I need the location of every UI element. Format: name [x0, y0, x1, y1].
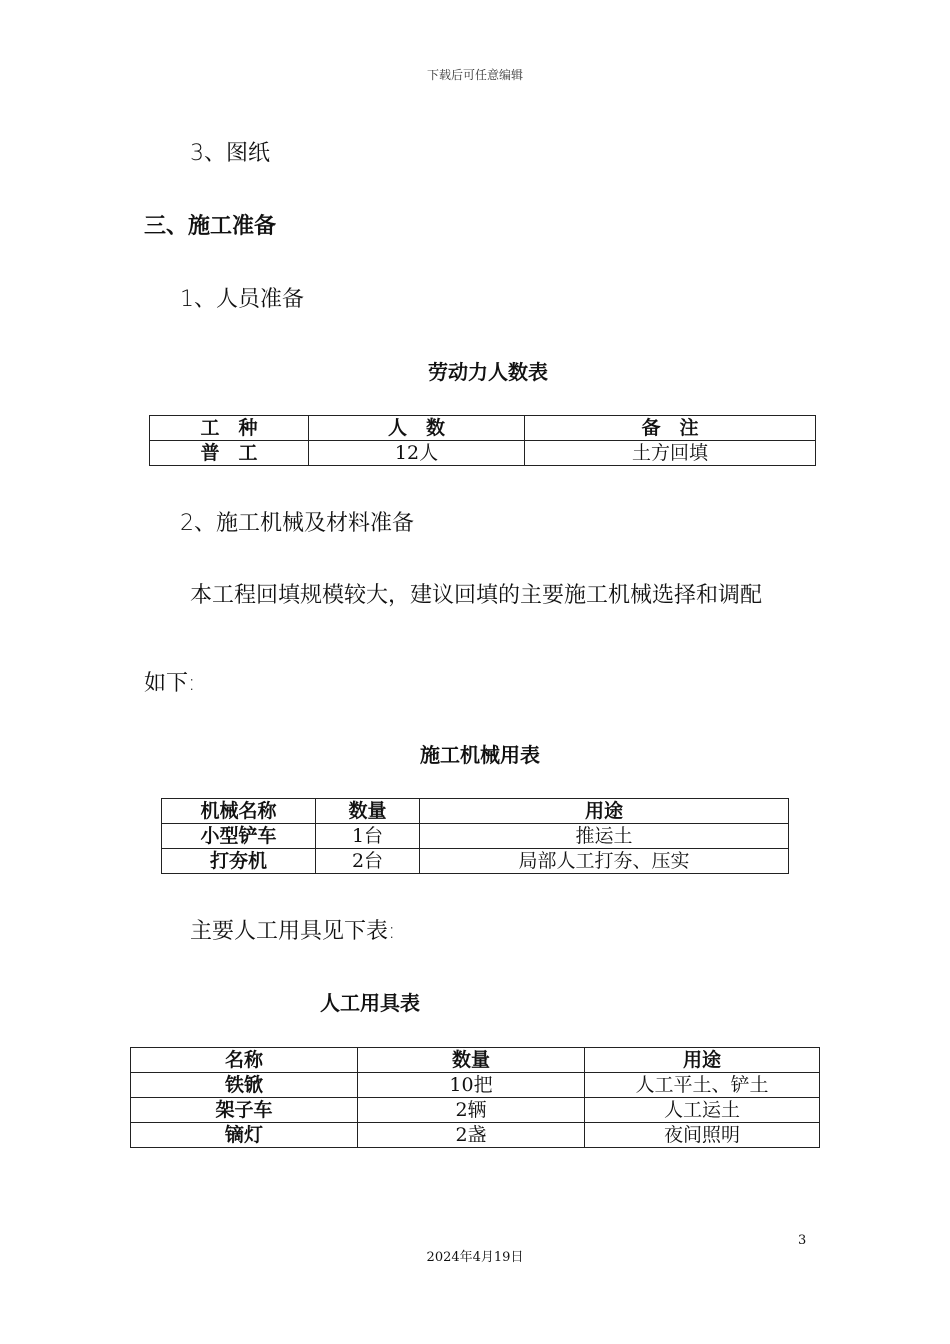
header-cell: 名称	[131, 1048, 358, 1073]
table-row	[150, 441, 816, 466]
table-cell: 局部人工打夯、压实	[420, 849, 789, 874]
labor-table	[149, 415, 816, 466]
machine-table-title: 施工机械用表	[420, 743, 540, 767]
table-cell: 打夯机	[162, 849, 316, 874]
paragraph-line-2: 如下:	[144, 671, 196, 696]
header-cell: 工 种	[150, 416, 309, 441]
table-row	[131, 1098, 820, 1123]
table-cell: 土方回填	[525, 441, 816, 466]
table-cell: 铁锨	[131, 1073, 358, 1098]
table-cell: 2盏	[358, 1123, 585, 1148]
table-cell: 1台	[316, 824, 420, 849]
header-cell: 机械名称	[162, 799, 316, 824]
table-cell: 2辆	[358, 1098, 585, 1123]
table-row	[131, 1073, 820, 1098]
table-cell: 夜间照明	[585, 1123, 820, 1148]
header-cell: 数量	[316, 799, 420, 824]
tools-intro: 主要人工用具见下表:	[190, 919, 396, 944]
machine-table	[161, 798, 789, 874]
subheading-machinery: 2、施工机械及材料准备	[180, 511, 414, 536]
header-note: 下载后可任意编辑	[426, 68, 523, 82]
header-cell: 备 注	[525, 416, 816, 441]
table-cell: 普 工	[150, 441, 309, 466]
table-row	[162, 824, 789, 849]
table-cell: 10把	[358, 1073, 585, 1098]
header-cell: 数量	[358, 1048, 585, 1073]
table-row	[131, 1123, 820, 1148]
tools-table-title: 人工用具表	[320, 991, 420, 1015]
table-header-row	[131, 1048, 820, 1073]
header-cell: 人 数	[309, 416, 525, 441]
table-header-row	[150, 416, 816, 441]
table-cell: 人工运土	[585, 1098, 820, 1123]
table-cell: 推运土	[420, 824, 789, 849]
paragraph-line-1: 本工程回填规模较大，建议回填的主要施工机械选择和调配	[190, 583, 763, 608]
table-cell: 镝灯	[131, 1123, 358, 1148]
labor-table-title: 劳动力人数表	[428, 360, 548, 384]
page-number: 3	[798, 1233, 807, 1248]
tools-table	[130, 1047, 820, 1148]
header-cell: 用途	[585, 1048, 820, 1073]
table-row	[162, 849, 789, 874]
table-cell: 人工平土、铲土	[585, 1073, 820, 1098]
heading-construction-prep: 三、施工准备	[144, 214, 277, 239]
table-cell: 2台	[316, 849, 420, 874]
table-cell: 小型铲车	[162, 824, 316, 849]
table-cell: 架子车	[131, 1098, 358, 1123]
subheading-personnel: 1、人员准备	[180, 287, 304, 312]
section-3-drawings: 3、图纸	[190, 141, 270, 166]
header-cell: 用途	[420, 799, 789, 824]
table-cell: 12人	[309, 441, 525, 466]
footer-date: 2024年4月19日	[426, 1250, 524, 1265]
table-header-row	[162, 799, 789, 824]
